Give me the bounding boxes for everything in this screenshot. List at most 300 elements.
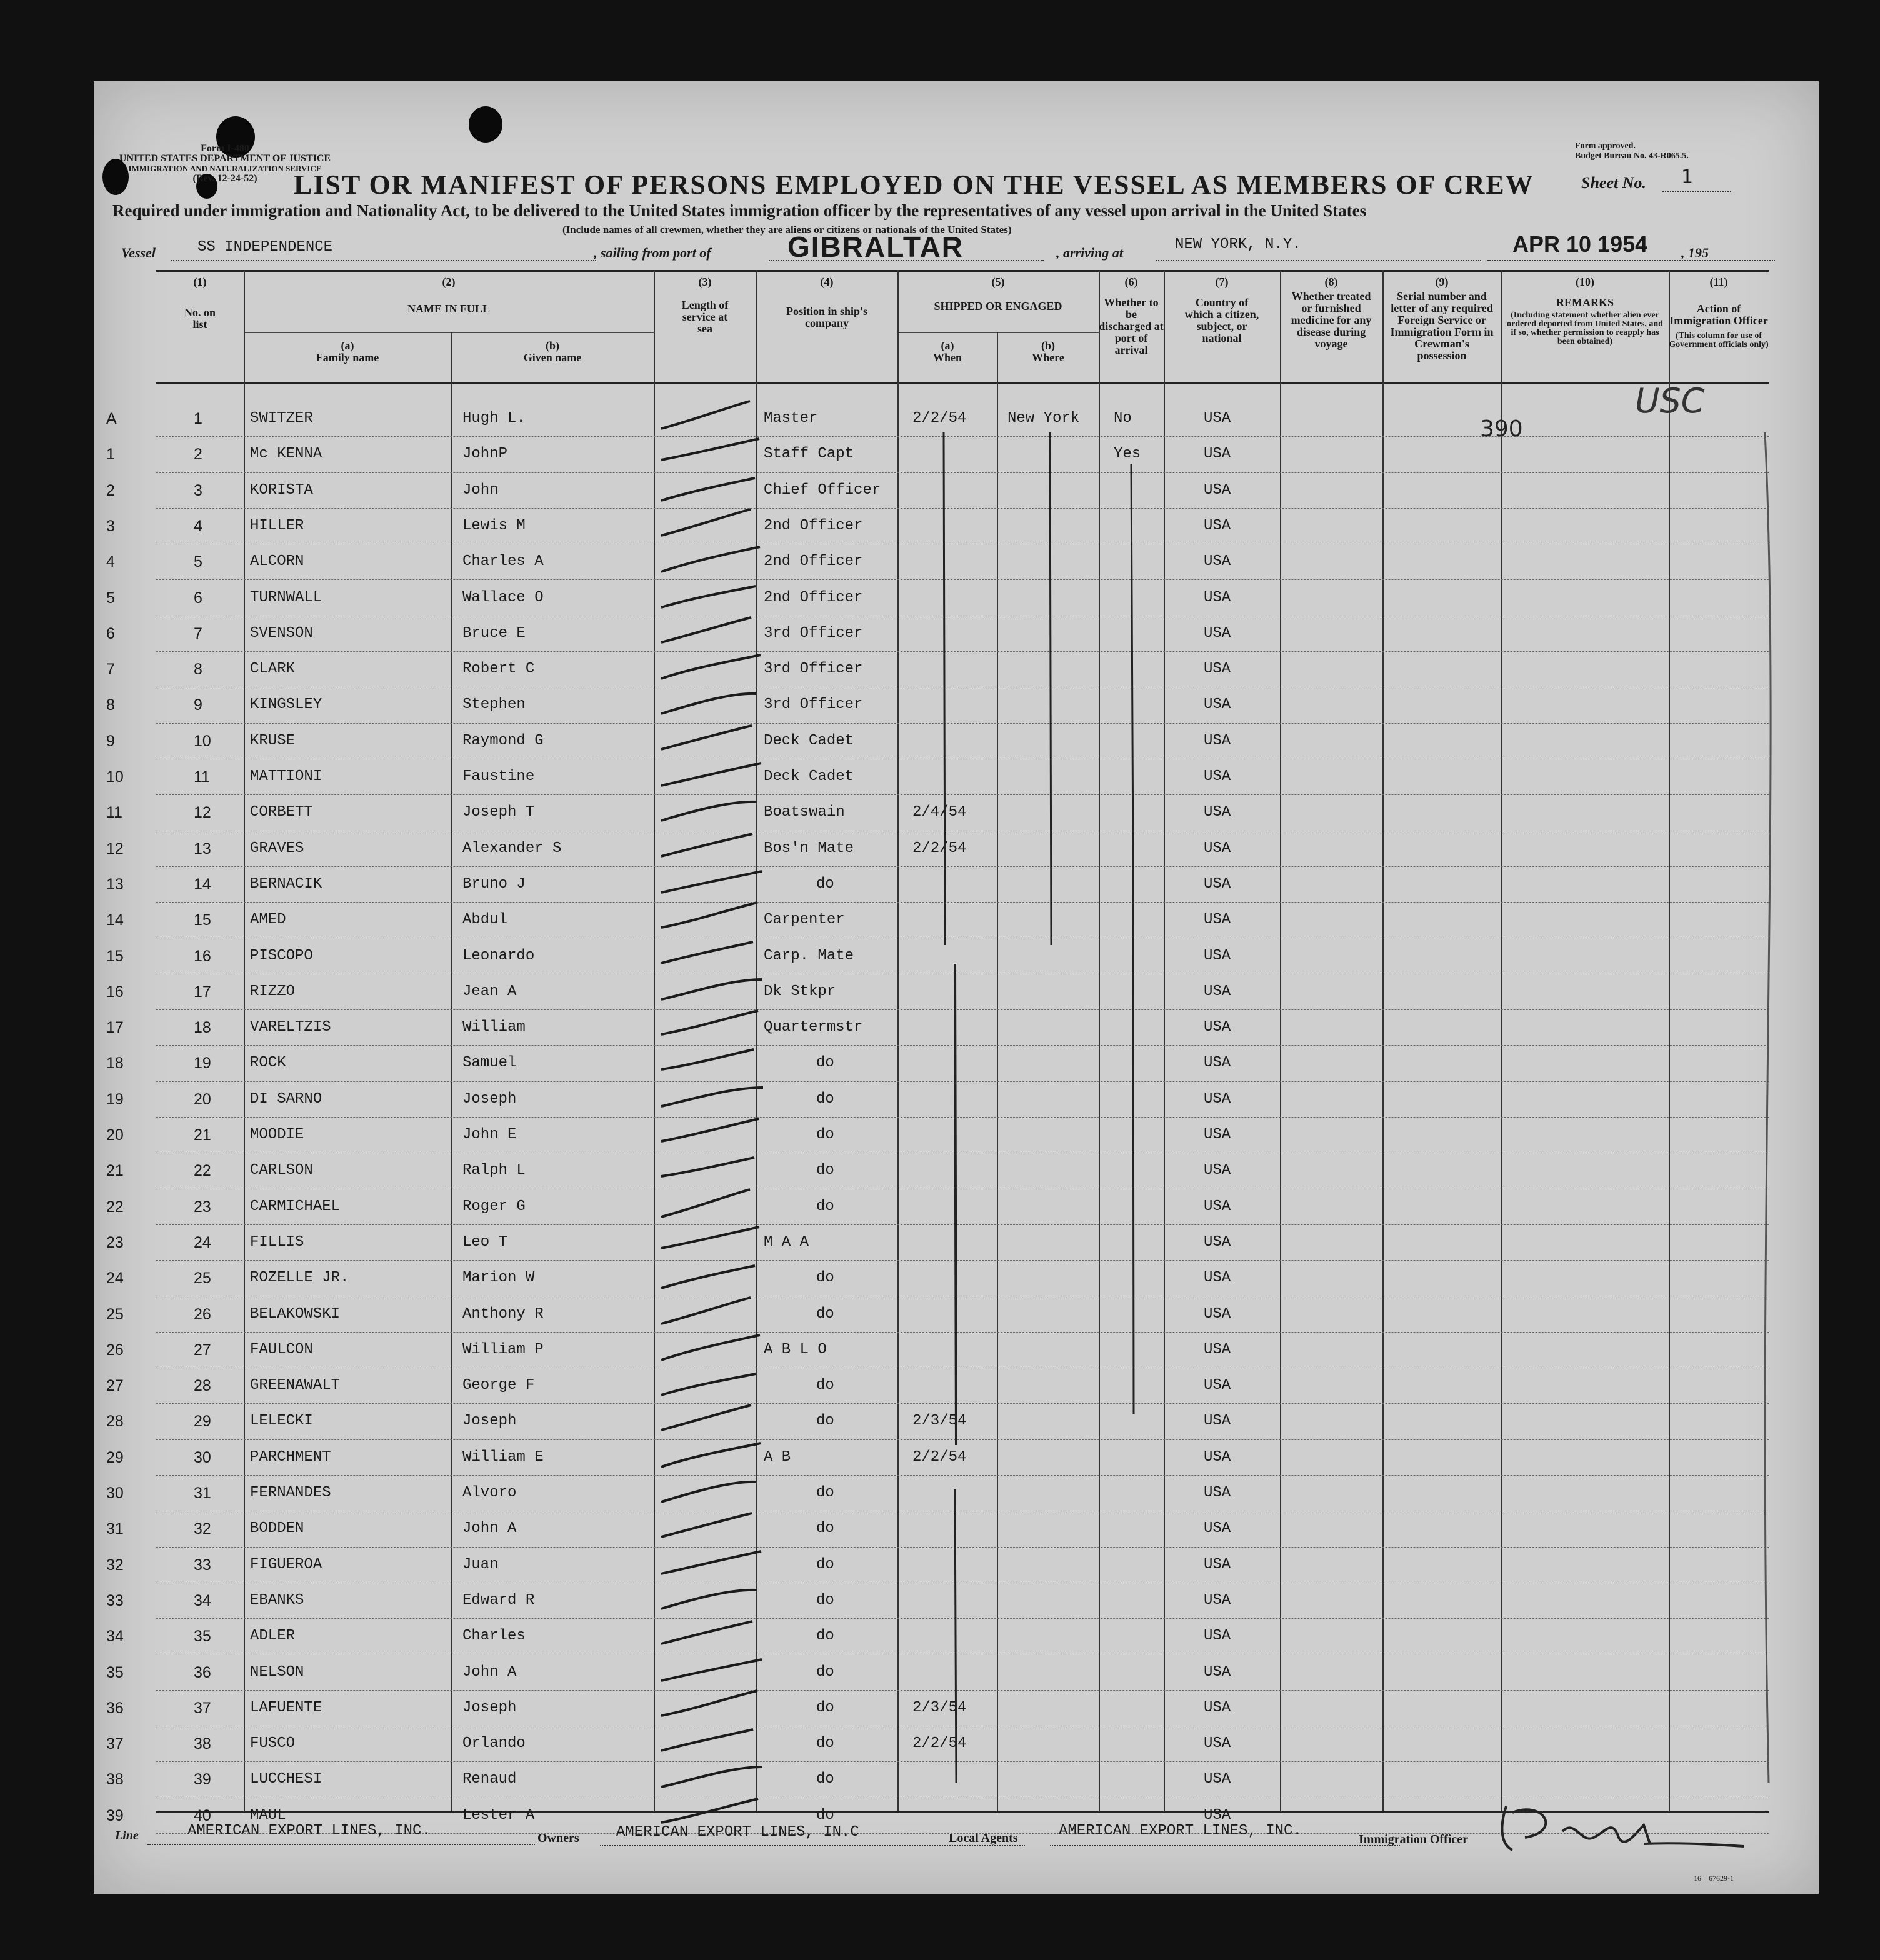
given-name: JohnP	[462, 446, 508, 463]
given-name: Edward R	[462, 1591, 535, 1609]
col-2-number: (2)	[442, 276, 456, 288]
given-name: John A	[462, 1663, 517, 1681]
position: do	[816, 1054, 834, 1072]
agency-name: UNITED STATES DEPARTMENT OF JUSTICE	[119, 153, 331, 164]
list-number: 20	[194, 1090, 211, 1108]
list-number: 19	[194, 1054, 211, 1072]
family-name: MOODIE	[250, 1126, 304, 1143]
list-number: 25	[194, 1269, 211, 1288]
col-4-header: Position in ship's company	[786, 305, 868, 329]
list-number: 12	[194, 804, 211, 822]
margin-number: 2	[106, 481, 115, 499]
family-name: ROZELLE JR.	[250, 1269, 349, 1287]
margin-number: 38	[106, 1771, 124, 1789]
margin-number: 7	[106, 661, 115, 679]
list-number: 29	[194, 1412, 211, 1431]
family-name: RIZZO	[250, 982, 296, 1000]
position: do	[816, 1735, 834, 1752]
margin-number: 16	[106, 982, 124, 1001]
country: USA	[1204, 1090, 1231, 1108]
country: USA	[1204, 911, 1231, 929]
line-value: AMERICAN EXPORT LINES, INC.	[188, 1822, 431, 1839]
list-number: 16	[194, 947, 211, 965]
given-name: Roger G	[462, 1198, 526, 1215]
list-number: 7	[194, 624, 202, 642]
col-1-number: (1)	[193, 276, 207, 288]
family-name: PISCOPO	[250, 947, 313, 964]
position: A B	[764, 1448, 791, 1466]
margin-number: 11	[106, 804, 122, 822]
margin-number: 36	[106, 1699, 124, 1717]
list-number: 21	[194, 1126, 211, 1144]
list-number: 5	[194, 553, 202, 571]
col-2a-header: Family name	[316, 351, 379, 364]
position: do	[816, 1556, 834, 1573]
family-name: FERNANDES	[250, 1484, 331, 1501]
given-name: Bruce E	[462, 624, 526, 642]
col-11-number: (11)	[1709, 276, 1728, 288]
list-number: 33	[194, 1556, 211, 1574]
agents-label: Local Agents	[949, 1831, 1018, 1845]
sheet-label: Sheet No.	[1581, 174, 1646, 192]
position: 2nd Officer	[764, 589, 863, 606]
port-stamp: GIBRALTAR	[788, 231, 964, 263]
country: USA	[1204, 1448, 1231, 1466]
list-number: 11	[194, 768, 210, 786]
list-number: 17	[194, 982, 211, 1001]
country: USA	[1204, 947, 1231, 964]
manifest-note: (Include names of all crewmen, whether they are aliens or citizens or nationals of the United States)	[562, 224, 1012, 236]
agency-service: IMMIGRATION AND NATURALIZATION SERVICE	[128, 164, 322, 173]
country: USA	[1204, 589, 1231, 606]
country: USA	[1204, 982, 1231, 1000]
given-name: Stephen	[462, 696, 526, 714]
country: USA	[1204, 1591, 1231, 1609]
sailing-label: , sailing from port of	[594, 245, 711, 261]
position: do	[816, 1162, 834, 1179]
year-suffix: , 195	[1681, 245, 1709, 261]
family-name: LELECKI	[250, 1412, 313, 1430]
country: USA	[1204, 624, 1231, 642]
country: USA	[1204, 1019, 1231, 1036]
position: Deck Cadet	[764, 768, 854, 785]
owners-value: AMERICAN EXPORT LINES, IN.C	[616, 1824, 859, 1841]
form-revision: (Rev. 12-24-52)	[192, 173, 258, 184]
list-number: 1	[194, 410, 202, 428]
given-name: John E	[462, 1126, 517, 1143]
position: do	[816, 1663, 834, 1681]
country: USA	[1204, 553, 1231, 571]
country: USA	[1204, 1054, 1231, 1072]
family-name: LAFUENTE	[250, 1699, 322, 1716]
given-name: William E	[462, 1448, 544, 1466]
list-number: 10	[194, 732, 211, 750]
position: do	[816, 1090, 834, 1108]
col-5b-header: Where	[1032, 351, 1064, 364]
given-name: Anthony R	[462, 1305, 544, 1322]
list-number: 40	[194, 1806, 211, 1824]
margin-number: 25	[106, 1305, 124, 1323]
family-name: SWITZER	[250, 410, 313, 427]
given-name: Raymond G	[462, 732, 544, 749]
family-name: FUSCO	[250, 1735, 296, 1752]
col-7-number: (7)	[1215, 276, 1229, 288]
country: USA	[1204, 1484, 1231, 1501]
family-name: AMED	[250, 911, 286, 929]
shipped-when: 2/2/54	[912, 1735, 967, 1752]
margin-number: 5	[106, 589, 115, 607]
position: do	[816, 1591, 834, 1609]
given-name: Leo T	[462, 1233, 508, 1251]
list-number: 18	[194, 1019, 211, 1037]
list-number: 36	[194, 1663, 211, 1681]
col-2a-number: (a)	[341, 339, 354, 352]
list-number: 2	[194, 446, 202, 464]
position: Carpenter	[764, 911, 845, 929]
list-number: 38	[194, 1735, 211, 1753]
margin-number: 14	[106, 911, 124, 929]
given-name: William	[462, 1019, 526, 1036]
vessel-name: SS INDEPENDENCE	[198, 239, 333, 256]
shipped-when: 2/2/54	[912, 410, 967, 427]
position: Boatswain	[764, 804, 845, 821]
position: do	[816, 1377, 834, 1394]
margin-number: 33	[106, 1591, 124, 1609]
country: USA	[1204, 1269, 1231, 1287]
family-name: MAUL	[250, 1806, 286, 1824]
country: USA	[1204, 1556, 1231, 1573]
country: USA	[1204, 410, 1231, 427]
position: Dk Stkpr	[764, 982, 836, 1000]
margin-number: 27	[106, 1377, 124, 1395]
country: USA	[1204, 804, 1231, 821]
discharge: No	[1114, 410, 1132, 427]
col-6-number: (6)	[1124, 276, 1138, 288]
given-name: Joseph	[462, 1699, 517, 1716]
list-number: 35	[194, 1628, 211, 1646]
margin-number: 13	[106, 875, 124, 893]
country: USA	[1204, 517, 1231, 534]
country: USA	[1204, 1699, 1231, 1716]
country: USA	[1204, 1771, 1231, 1788]
given-name: Wallace O	[462, 589, 544, 606]
country: USA	[1204, 1806, 1231, 1824]
given-name: Alexander S	[462, 839, 562, 857]
position: M A A	[764, 1233, 809, 1251]
budget-bureau: Budget Bureau No. 43-R065.5.	[1575, 151, 1689, 161]
country: USA	[1204, 1412, 1231, 1430]
country: USA	[1204, 696, 1231, 714]
manifest-sheet	[94, 81, 1819, 1894]
position: 2nd Officer	[764, 553, 863, 571]
col-5a-header: When	[932, 351, 962, 364]
position: do	[816, 1269, 834, 1287]
margin-number: 26	[106, 1341, 124, 1359]
list-number: 37	[194, 1699, 211, 1717]
family-name: FILLIS	[250, 1233, 304, 1251]
position: do	[816, 1412, 834, 1430]
given-name: Hugh L.	[462, 410, 526, 427]
given-name: Joseph	[462, 1090, 517, 1108]
col-5b-number: (b)	[1041, 339, 1055, 352]
given-name: Charles A	[462, 553, 544, 571]
shipped-where: New York	[1008, 410, 1080, 427]
country: USA	[1204, 1233, 1231, 1251]
country: USA	[1204, 1341, 1231, 1358]
margin-number: 17	[106, 1019, 124, 1037]
country: USA	[1204, 446, 1231, 463]
family-name: KRUSE	[250, 732, 296, 749]
col-11-note: (This column for use of Government officials only)	[1669, 331, 1769, 349]
country: USA	[1204, 839, 1231, 857]
given-name: William P	[462, 1341, 544, 1358]
position: do	[816, 1771, 834, 1788]
col-10-header: REMARKS	[1556, 296, 1614, 309]
margin-number: 10	[106, 768, 124, 786]
list-number: 3	[194, 481, 202, 499]
list-number: 28	[194, 1377, 211, 1395]
margin-number: 24	[106, 1269, 124, 1288]
col-4-number: (4)	[820, 276, 834, 288]
margin-number: A	[106, 410, 117, 428]
position: Carp. Mate	[764, 947, 854, 964]
list-number: 24	[194, 1233, 211, 1251]
margin-number: 37	[106, 1735, 124, 1753]
list-number: 8	[194, 661, 202, 679]
given-name: Orlando	[462, 1735, 526, 1752]
margin-number: 30	[106, 1484, 124, 1502]
given-name: Samuel	[462, 1054, 517, 1072]
family-name: FAULCON	[250, 1341, 313, 1358]
manifest-title: LIST OR MANIFEST OF PERSONS EMPLOYED ON THE VESSEL AS MEMBERS OF CREW	[294, 169, 1534, 200]
list-number: 23	[194, 1198, 211, 1216]
margin-number: 20	[106, 1126, 124, 1144]
list-number: 9	[194, 696, 202, 714]
family-name: CARMICHAEL	[250, 1198, 341, 1215]
given-name: Charles	[462, 1628, 526, 1645]
margin-number: 12	[106, 839, 124, 858]
margin-number: 21	[106, 1162, 124, 1180]
col-2b-header: Given name	[523, 351, 582, 364]
family-name: GREENAWALT	[250, 1377, 341, 1394]
country: USA	[1204, 1735, 1231, 1752]
given-name: Bruno J	[462, 875, 526, 892]
family-name: GRAVES	[250, 839, 304, 857]
country: USA	[1204, 1520, 1231, 1538]
position: Master	[764, 410, 818, 427]
arriving-label: , arriving at	[1056, 245, 1123, 261]
position: Quartermstr	[764, 1019, 863, 1036]
position: do	[816, 1520, 834, 1538]
col-5-header: SHIPPED OR ENGAGED	[934, 300, 1062, 312]
col-6-header: Whether to be discharged at port of arrival	[1099, 296, 1164, 356]
country: USA	[1204, 1663, 1231, 1681]
shipped-when: 2/2/54	[912, 839, 967, 857]
list-number: 39	[194, 1771, 211, 1789]
col-11-header: Action of Immigration Officer	[1669, 302, 1768, 327]
col-10-number: (10)	[1576, 276, 1594, 288]
col-9-number: (9)	[1435, 276, 1449, 288]
given-name: Alvoro	[462, 1484, 517, 1501]
position: Chief Officer	[764, 481, 881, 499]
family-name: BODDEN	[250, 1520, 304, 1538]
country: USA	[1204, 768, 1231, 785]
col-8-header: Whether treated or furnished medicine for any disease during voyage	[1291, 290, 1372, 350]
position: 3rd Officer	[764, 624, 863, 642]
given-name: Lewis M	[462, 517, 526, 534]
margin-number: 3	[106, 517, 115, 535]
country: USA	[1204, 1305, 1231, 1322]
list-number: 31	[194, 1484, 211, 1502]
position: do	[816, 1484, 834, 1501]
col-5a-number: (a)	[941, 339, 954, 352]
position: A B L O	[764, 1341, 827, 1358]
sheet-number: 1	[1681, 166, 1694, 188]
country: USA	[1204, 732, 1231, 749]
family-name: BELAKOWSKI	[250, 1305, 341, 1322]
position: 3rd Officer	[764, 696, 863, 714]
given-name: Lester A	[462, 1806, 535, 1824]
shipped-when: 2/3/54	[912, 1412, 967, 1430]
col-3-number: (3)	[698, 276, 712, 288]
given-name: Robert C	[462, 661, 535, 678]
usc-annotation: USC	[1635, 381, 1705, 421]
family-name: VARELTZIS	[250, 1019, 331, 1036]
position: do	[816, 1806, 834, 1824]
given-name: Marion W	[462, 1269, 535, 1287]
list-number: 34	[194, 1591, 211, 1609]
margin-number: 35	[106, 1663, 124, 1681]
list-number: 27	[194, 1341, 211, 1359]
manifest-subtitle: Required under immigration and Nationality Act, to be delivered to the United States immigration officer by the representatives of any vessel upon arrival in the United States	[112, 201, 1367, 220]
margin-number: 19	[106, 1090, 124, 1108]
margin-number: 29	[106, 1448, 124, 1466]
margin-number: 4	[106, 553, 115, 571]
position: do	[816, 1305, 834, 1322]
list-number: 32	[194, 1520, 211, 1538]
shipped-when: 2/3/54	[912, 1699, 967, 1716]
family-name: KINGSLEY	[250, 696, 322, 714]
family-name: LUCCHESI	[250, 1771, 322, 1788]
margin-number: 31	[106, 1520, 124, 1538]
list-number: 22	[194, 1162, 211, 1180]
given-name: John	[462, 481, 499, 499]
owners-label: Owners	[538, 1831, 579, 1845]
margin-number: 32	[106, 1556, 124, 1574]
position: do	[816, 1126, 834, 1143]
margin-number: 15	[106, 947, 124, 965]
vessel-label: Vessel	[121, 245, 156, 261]
arrival-date-stamp: APR 10 1954	[1512, 231, 1648, 257]
margin-number: 18	[106, 1054, 124, 1072]
family-name: ALCORN	[250, 553, 304, 571]
family-name: TURNWALL	[250, 589, 322, 606]
family-name: NELSON	[250, 1663, 304, 1681]
col-2-header: NAME IN FULL	[407, 302, 490, 315]
given-name: Renaud	[462, 1771, 517, 1788]
family-name: SVENSON	[250, 624, 313, 642]
country: USA	[1204, 1198, 1231, 1215]
country: USA	[1204, 1628, 1231, 1645]
form-code: 16—67629-1	[1694, 1874, 1734, 1882]
position: 2nd Officer	[764, 517, 863, 534]
country: USA	[1204, 481, 1231, 499]
given-name: Joseph	[462, 1412, 517, 1430]
given-name: Ralph L	[462, 1162, 526, 1179]
position: do	[816, 875, 834, 892]
margin-number: 23	[106, 1233, 124, 1251]
list-number: 6	[194, 589, 202, 607]
position: do	[816, 1699, 834, 1716]
list-number: 15	[194, 911, 211, 929]
margin-number: 1	[106, 446, 115, 464]
family-name: HILLER	[250, 517, 304, 534]
family-name: DI SARNO	[250, 1090, 322, 1108]
form-approval: Form approved.	[1575, 141, 1636, 151]
list-number: 13	[194, 839, 211, 858]
given-name: Faustine	[462, 768, 535, 785]
ditto-marks	[156, 270, 1769, 1814]
col-10-note: (Including statement whether alien ever ordered deported from United States, and if so, whether permission to reapply has been obtained)	[1507, 311, 1663, 346]
position: Staff Capt	[764, 446, 854, 463]
col-3-header: Length of service at sea	[681, 299, 729, 335]
given-name: Joseph T	[462, 804, 535, 821]
margin-number: 34	[106, 1628, 124, 1646]
family-name: BERNACIK	[250, 875, 322, 892]
family-name: MATTIONI	[250, 768, 322, 785]
officer-label: Immigration Officer	[1359, 1832, 1468, 1846]
family-name: ADLER	[250, 1628, 296, 1645]
given-name: Juan	[462, 1556, 499, 1573]
family-name: CARLSON	[250, 1162, 313, 1179]
col-9-header: Serial number and letter of any required Foreign Service or Immigration Form in Crewman's possession	[1390, 290, 1494, 362]
position: 3rd Officer	[764, 661, 863, 678]
list-number: 30	[194, 1448, 211, 1466]
list-number: 4	[194, 517, 202, 535]
given-name: Leonardo	[462, 947, 535, 964]
country: USA	[1204, 875, 1231, 892]
family-name: CLARK	[250, 661, 296, 678]
position: do	[816, 1198, 834, 1215]
discharge: Yes	[1114, 446, 1141, 463]
crew-table	[106, 270, 1769, 1824]
arrival-port: NEW YORK, N.Y.	[1175, 236, 1301, 253]
col-5-number: (5)	[991, 276, 1005, 288]
given-name: John A	[462, 1520, 517, 1538]
agents-value: AMERICAN EXPORT LINES, INC.	[1059, 1822, 1302, 1839]
col-1-header: No. on list	[184, 306, 216, 331]
family-name: CORBETT	[250, 804, 313, 821]
country: USA	[1204, 661, 1231, 678]
col-2b-number: (b)	[546, 339, 559, 352]
family-name: PARCHMENT	[250, 1448, 331, 1466]
officer-signature	[1488, 1794, 1750, 1856]
punch-hole	[469, 106, 502, 142]
margin-number: 22	[106, 1198, 124, 1216]
given-name: Abdul	[462, 911, 508, 929]
country: USA	[1204, 1162, 1231, 1179]
list-number: 26	[194, 1305, 211, 1323]
country: USA	[1204, 1126, 1231, 1143]
family-name: EBANKS	[250, 1591, 304, 1609]
line-label: Line	[115, 1829, 139, 1842]
position: Deck Cadet	[764, 732, 854, 749]
shipped-when: 2/4/54	[912, 804, 967, 821]
list-number: 14	[194, 875, 211, 893]
margin-number: 39	[106, 1806, 124, 1824]
family-name: FIGUEROA	[250, 1556, 322, 1573]
family-name: Mc KENNA	[250, 446, 322, 463]
